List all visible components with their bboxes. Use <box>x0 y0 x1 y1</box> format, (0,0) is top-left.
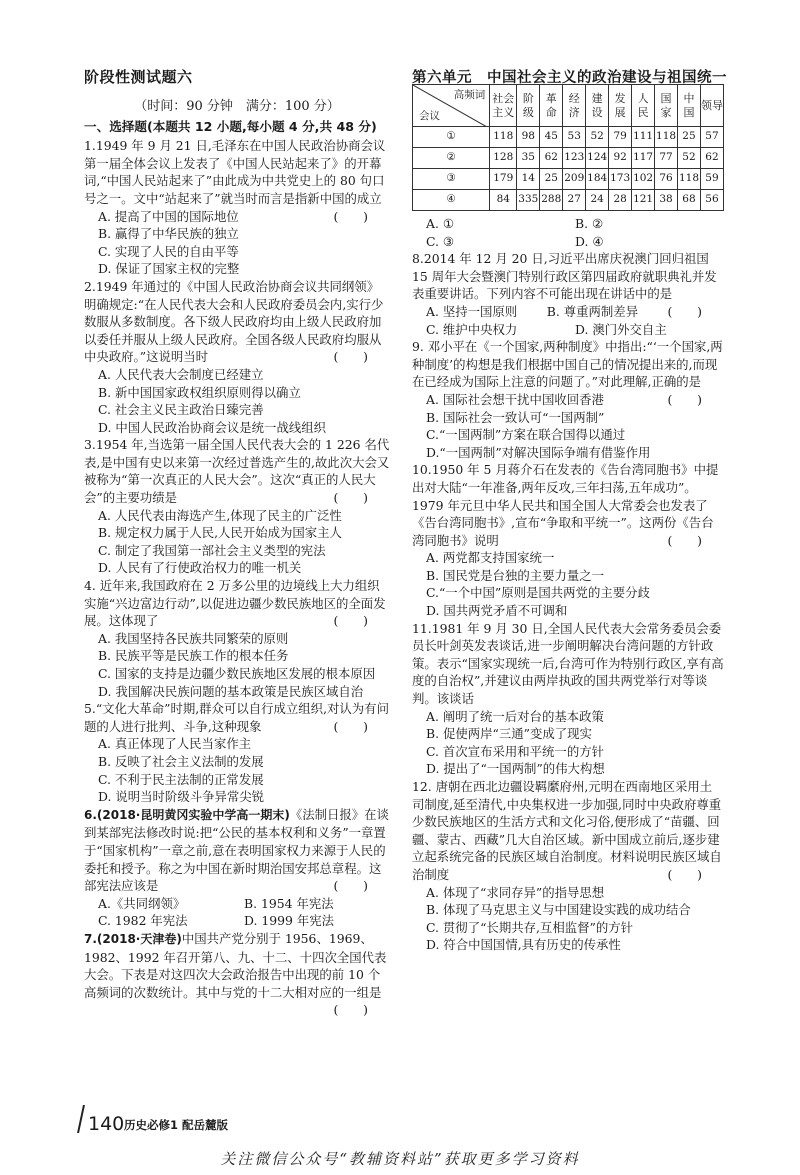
question-12 <box>412 778 724 954</box>
option-a: A. 人民代表大会制度已经建立 <box>98 366 264 382</box>
table-header-cell: 阶级 <box>517 85 540 127</box>
question-stem: 2.1949 年通过的《中国人民政治协商会议共同纲领》明确规定:“在人民代表大会和人民政府委员会内,实行少数服从多数制度。各下级人民政府均由上级人民政府加以委任并服从上级人民政府。全国各级人民政府均服从中央政府。”这说明当时 <box>84 278 384 365</box>
answer-bracket: ( ) <box>333 349 368 365</box>
right-column <box>412 84 724 954</box>
question-6 <box>84 806 390 930</box>
option-b: B. 尊重两制差异 <box>546 303 639 319</box>
option-d: D. 国共两党矛盾不可调和 <box>426 603 568 619</box>
table-cell: 27 <box>563 190 586 211</box>
table-header-cell: 领导 <box>700 85 723 127</box>
question-stem: 8.2014 年 12 月 20 日,习近平出席庆祝澳门回归祖国 15 周年大会暨澳门特别行政区第四届政府就职典礼并发表重要讲话。下列内容不可能出现在讲话中的是 <box>412 251 717 302</box>
option-d: D. 提出了“一国两制”的伟大构想 <box>426 761 605 777</box>
option-a: A. 两党都支持国家统一 <box>426 550 555 566</box>
option-d: D. 中国人民政治协商会议是统一战线组织 <box>98 419 327 435</box>
corner-label-bottom: 会议 <box>419 110 440 122</box>
option-a: A.《共同纲领》 <box>98 895 186 911</box>
question-1 <box>84 137 390 278</box>
question-stem: 10.1950 年 5 月蒋介石在发表的《告台湾同胞书》中提出对大陆“一年准备,两年反攻,三年扫荡,五年成功”。1979 年元旦中华人民共和国全国人大常委会也发表了《告台湾同胞书》,宣布“争取和平统一”。这两份《告台湾同胞书》说明 <box>412 462 719 548</box>
row-label: ④ <box>413 190 490 211</box>
option-b: B. 反映了社会主义法制的发展 <box>98 753 264 769</box>
table-cell: 173 <box>609 169 632 190</box>
question-stem: 12. 唐朝在西北边疆设羁縻府州,元明在西南地区采用土司制度,延至清代,中央集权进一步加强,同时中央政府尊重少数民族地区的生活方式和文化习俗,便形成了“苗疆、回疆、蒙古、西藏”几大自治区域。新中国成立前后,逐步建立起系统完备的民族区域自治制度。材料说明民族区域自治制度 <box>412 779 722 882</box>
option-d: D. ④ <box>575 233 604 249</box>
option-a: A. 人民代表由海选产生,体现了民主的广泛性 <box>98 507 342 523</box>
option-b: B. 体现了马克思主义与中国建设实践的成功结合 <box>426 902 691 918</box>
exam-subtitle: （时间：90 分钟 满分：100 分） <box>134 99 340 114</box>
table-cell: 128 <box>490 148 517 169</box>
table-cell: 184 <box>586 169 609 190</box>
footer-slash-decoration <box>77 1105 85 1133</box>
option-a: A. 阐明了统一后对台的基本政策 <box>426 708 604 724</box>
table-cell: 52 <box>678 148 701 169</box>
table-cell: 118 <box>655 127 678 148</box>
table-cell: 52 <box>586 127 609 148</box>
option-row <box>84 895 390 913</box>
option-d: D. 说明当时阶级斗争异常尖锐 <box>98 789 265 805</box>
answer-bracket: ( ) <box>667 532 702 548</box>
table-cell: 288 <box>540 190 563 211</box>
table-header-cell: 经济 <box>563 85 586 127</box>
question-stem: 9. 邓小平在《一个国家,两种制度》中指出:“‘一个国家,两种制度’的构想是我们根据中国自己的情况提出来的,而现在已经成为国际上注意的问题了。”对此理解,正确的是 <box>412 339 723 390</box>
option-c: C. 1982 年宪法 <box>98 913 188 929</box>
question-11 <box>412 620 724 778</box>
table-cell: 335 <box>517 190 540 211</box>
header-right-title: 第六单元 中国社会主义的政治建设与祖国统一 <box>412 70 727 86</box>
table-header-cell: 国家 <box>655 85 678 127</box>
book-title: 历史必修1 配岳麓版 <box>124 1118 229 1132</box>
option-row <box>412 303 668 321</box>
table-row <box>413 148 724 169</box>
option-row <box>84 912 390 930</box>
table-cell: 84 <box>490 190 517 211</box>
option-a: A. 坚持一国原则 <box>426 303 518 319</box>
corner-label-top: 高频词 <box>453 89 486 101</box>
question-stem: 3.1954 年,当选第一届全国人民代表大会的 1 226 名代表,是中国有史以来第一次经过普选产生的,故此次大会又被称为“第一次真正的人民大会”。这次“真正的人民大会”的主要功绩是 <box>84 437 390 506</box>
option-c: C. 不利于民主法制的正常发展 <box>98 771 264 787</box>
option-row <box>412 215 724 233</box>
answer-bracket: ( ) <box>333 878 368 894</box>
table-cell: 57 <box>700 127 723 148</box>
table-row <box>413 190 724 211</box>
header-left-title: 阶段性测试题六 <box>84 68 193 86</box>
option-c: C.“一国两制”方案在联合国得以通过 <box>426 427 626 443</box>
option-d: D. 1999 年宪法 <box>244 913 335 929</box>
table-cell: 123 <box>563 148 586 169</box>
answer-bracket: ( ) <box>667 866 702 882</box>
table-header-cell: 建设 <box>586 85 609 127</box>
option-row <box>412 233 724 251</box>
question-stem: 中国共产党分别于 1956、1969、1982、1992 年召开第八、九、十二、十四次全国代表大会。下表是对这四次大会政治报告中出现的前 10 个高频词的次数统计。其中与党的十二大相对应的一组是 <box>84 930 387 1000</box>
answer-bracket: ( ) <box>667 303 702 319</box>
table-cell: 124 <box>586 148 609 169</box>
table-cell: 45 <box>540 127 563 148</box>
answer-bracket: ( ) <box>333 1002 368 1018</box>
table-header-cell: 发展 <box>609 85 632 127</box>
table-header-row <box>413 85 724 127</box>
question-8 <box>412 250 724 338</box>
option-c: C. 首次宣布采用和平统一的方针 <box>426 743 604 759</box>
table-cell: 118 <box>490 127 517 148</box>
left-column <box>84 96 390 1019</box>
answer-bracket: ( ) <box>667 391 702 407</box>
table-cell: 59 <box>700 169 723 190</box>
option-a: A. 我国坚持各民族共同繁荣的原则 <box>98 630 289 646</box>
option-d: D. 我国解决民族问题的基本政策是民族区域自治 <box>98 683 364 699</box>
question-stem: 《法制日报》在谈到某部宪法修改时说:把“公民的基本权利和义务”一章置于“国家机构”一章之前,意在表明国家权力来源于人民的委托和授予。称之为中国在新时期治国安邦总章程。这部宪法应该是 <box>84 806 389 894</box>
table-cell: 102 <box>632 169 655 190</box>
option-d: D.“一国两制”对解决国际争端有借鉴作用 <box>426 444 651 460</box>
table-header-cell: 中国 <box>678 85 701 127</box>
question-stem: 11.1981 年 9 月 30 日,全国人民代表大会常务委员会委员长叶剑英发表谈话,进一步阐明解决台湾问题的方针政策。表示“国家实现统一后,台湾可作为特别行政区,享有高度的自治权”,并建议由两岸执政的国共两党举行对等谈判。该谈话 <box>412 620 724 707</box>
table-cell: 111 <box>632 127 655 148</box>
answer-bracket: ( ) <box>333 718 368 734</box>
table-header-cell: 人民 <box>632 85 655 127</box>
option-c: C. 国家的支持是边疆少数民族地区发展的根本原因 <box>98 666 376 681</box>
table-row <box>413 127 724 148</box>
table-header-cell: 革命 <box>540 85 563 127</box>
section-heading: 一、选择题(本题共 12 小题,每小题 4 分,共 48 分) <box>84 118 377 134</box>
table-cell: 209 <box>563 169 586 190</box>
option-b: B. 赢得了中华民族的独立 <box>98 226 239 242</box>
table-header-cell: 社会主义 <box>490 85 517 127</box>
option-b: B. 新中国国家政权组织原则得以确立 <box>98 384 301 400</box>
question-7-options <box>412 215 724 250</box>
option-a: A. 真正体现了人民当家作主 <box>98 736 252 752</box>
table-cell: 68 <box>678 190 701 211</box>
option-b: B. 促使两岸“三通”变成了现实 <box>426 726 592 742</box>
option-d: D. 保证了国家主权的完整 <box>98 261 240 277</box>
question-stem: 5.“文化大革命”时期,群众可以自行成立组织,对认为有问题的人进行批判、斗争,这种现象 <box>84 701 389 734</box>
table-cell: 25 <box>678 127 701 148</box>
table-cell: 179 <box>490 169 517 190</box>
option-c: C. 社会主义民主政治日臻完善 <box>98 402 264 418</box>
option-b: B. ② <box>575 216 604 231</box>
option-a: A. 国际社会想干扰中国收回香港 <box>426 391 604 407</box>
table-cell: 62 <box>540 148 563 169</box>
question-source-tag: 7.(2018·天津卷) <box>84 931 182 946</box>
option-d: D. 澳门外交自主 <box>575 321 667 337</box>
table-cell: 79 <box>609 127 632 148</box>
row-label: ③ <box>413 169 490 190</box>
table-row <box>413 169 724 190</box>
question-source-tag: 6.(2018·昆明黄冈实验中学高一期末) <box>84 807 290 822</box>
table-cell: 14 <box>517 169 540 190</box>
table-cell: 62 <box>700 148 723 169</box>
answer-bracket: ( ) <box>333 208 368 224</box>
table-cell: 35 <box>517 148 540 169</box>
frequency-table <box>412 84 724 211</box>
row-label: ① <box>413 127 490 148</box>
option-d: D. 符合中国国情,具有历史的传承性 <box>426 937 621 953</box>
table-cell: 24 <box>586 190 609 211</box>
table-cell: 118 <box>678 169 701 190</box>
table-cell: 117 <box>632 148 655 169</box>
option-a: A. 体现了“求同存异”的指导思想 <box>426 884 605 900</box>
table-cell: 53 <box>563 127 586 148</box>
question-7 <box>84 930 390 1018</box>
table-cell: 121 <box>632 190 655 211</box>
question-3 <box>84 436 390 577</box>
option-c: C. ③ <box>426 233 455 249</box>
question-2 <box>84 278 390 436</box>
table-cell: 92 <box>609 148 632 169</box>
table-cell: 28 <box>609 190 632 211</box>
option-b: B. 民族平等是民族工作的根本任务 <box>98 648 289 664</box>
answer-bracket: ( ) <box>333 490 368 506</box>
table-cell: 38 <box>655 190 678 211</box>
option-a: A. 提高了中国的国际地位 <box>98 208 239 224</box>
table-cell: 25 <box>540 169 563 190</box>
option-b: B. 规定权力属于人民,人民开始成为国家主人 <box>98 525 342 541</box>
question-4 <box>84 577 390 700</box>
table-cell: 77 <box>655 148 678 169</box>
question-5 <box>84 700 390 806</box>
answer-bracket: ( ) <box>333 613 368 629</box>
row-label: ② <box>413 148 490 169</box>
option-b: B. 国际社会一致认可“一国两制” <box>426 409 605 425</box>
table-cell: 56 <box>700 190 723 211</box>
option-b: B. 国民党是台独的主要力量之一 <box>426 567 605 583</box>
table-cell: 98 <box>517 127 540 148</box>
option-c: C. 贯彻了“长期共存,互相监督”的方针 <box>426 919 633 935</box>
table-corner-cell <box>413 85 490 127</box>
option-c: C.“一个中国”原则是国共两党的主要分歧 <box>426 585 650 601</box>
option-c: C. 制定了我国第一部社会主义类型的宪法 <box>98 542 326 558</box>
option-row <box>412 321 724 339</box>
page-number: 140 <box>88 1113 125 1135</box>
watermark-text: 关注微信公众号“教辅资料站”获取更多学习资料 <box>220 1150 580 1168</box>
option-b: B. 1954 年宪法 <box>244 895 334 911</box>
question-9 <box>412 338 724 461</box>
option-d: D. 人民有了行使政治权力的唯一机关 <box>98 560 302 576</box>
option-a: A. ① <box>426 216 454 231</box>
option-c: C. 实现了人民的自由平等 <box>98 243 239 259</box>
question-stem: 1.1949 年 9 月 21 日,毛泽东在中国人民政治协商会议第一届全体会议上发表了《中国人民站起来了》的开幕词,“中国人民站起来了”由此成为中共党史上的 80 句口号之一。文中“站起来了”就当时而言是指新中国的成立 <box>84 138 386 206</box>
question-stem: 4. 近年来,我国政府在 2 万多公里的边境线上大力组织实施“兴边富边行动”,以促进边疆少数民族地区的全面发展。这体现了 <box>84 578 386 629</box>
question-10 <box>412 461 724 619</box>
table-cell: 76 <box>655 169 678 190</box>
option-c: C. 维护中央权力 <box>426 321 518 337</box>
